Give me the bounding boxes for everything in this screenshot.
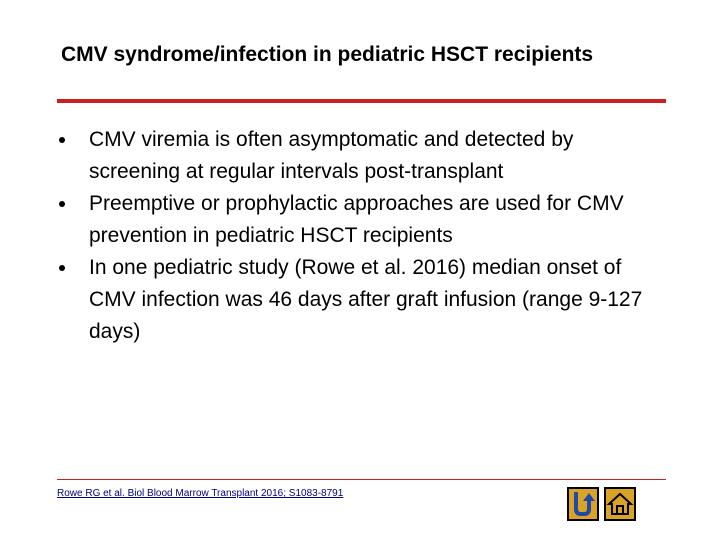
bullet-item bbox=[57, 188, 667, 252]
bullet-text: CMV viremia is often asymptomatic and detected by screening at regular intervals post-transplant bbox=[89, 128, 574, 183]
bullet-dot-icon bbox=[59, 137, 65, 143]
footer-divider bbox=[57, 479, 666, 480]
slide-title: CMV syndrome/infection in pediatric HSCT recipients bbox=[61, 43, 594, 66]
home-button[interactable] bbox=[604, 487, 636, 521]
title-divider bbox=[57, 99, 666, 103]
bullet-text: Preemptive or prophylactic approaches are used for CMV prevention in pediatric HSCT recipients bbox=[89, 192, 624, 247]
bullet-dot-icon bbox=[59, 201, 65, 207]
home-icon bbox=[606, 489, 634, 519]
citation-link[interactable]: Rowe RG et al. Biol Blood Marrow Transplant 2016; S1083-8791 bbox=[57, 488, 344, 499]
bullet-item bbox=[57, 124, 667, 188]
bullet-item bbox=[57, 252, 667, 348]
bullet-dot-icon bbox=[59, 265, 65, 271]
back-button[interactable] bbox=[567, 487, 599, 521]
u-turn-back-icon bbox=[569, 489, 597, 519]
bullet-list bbox=[57, 124, 667, 348]
bullet-text: In one pediatric study (Rowe et al. 2016) median onset of CMV infection was 46 days after graft infusion (range 9-127 days) bbox=[89, 256, 643, 343]
